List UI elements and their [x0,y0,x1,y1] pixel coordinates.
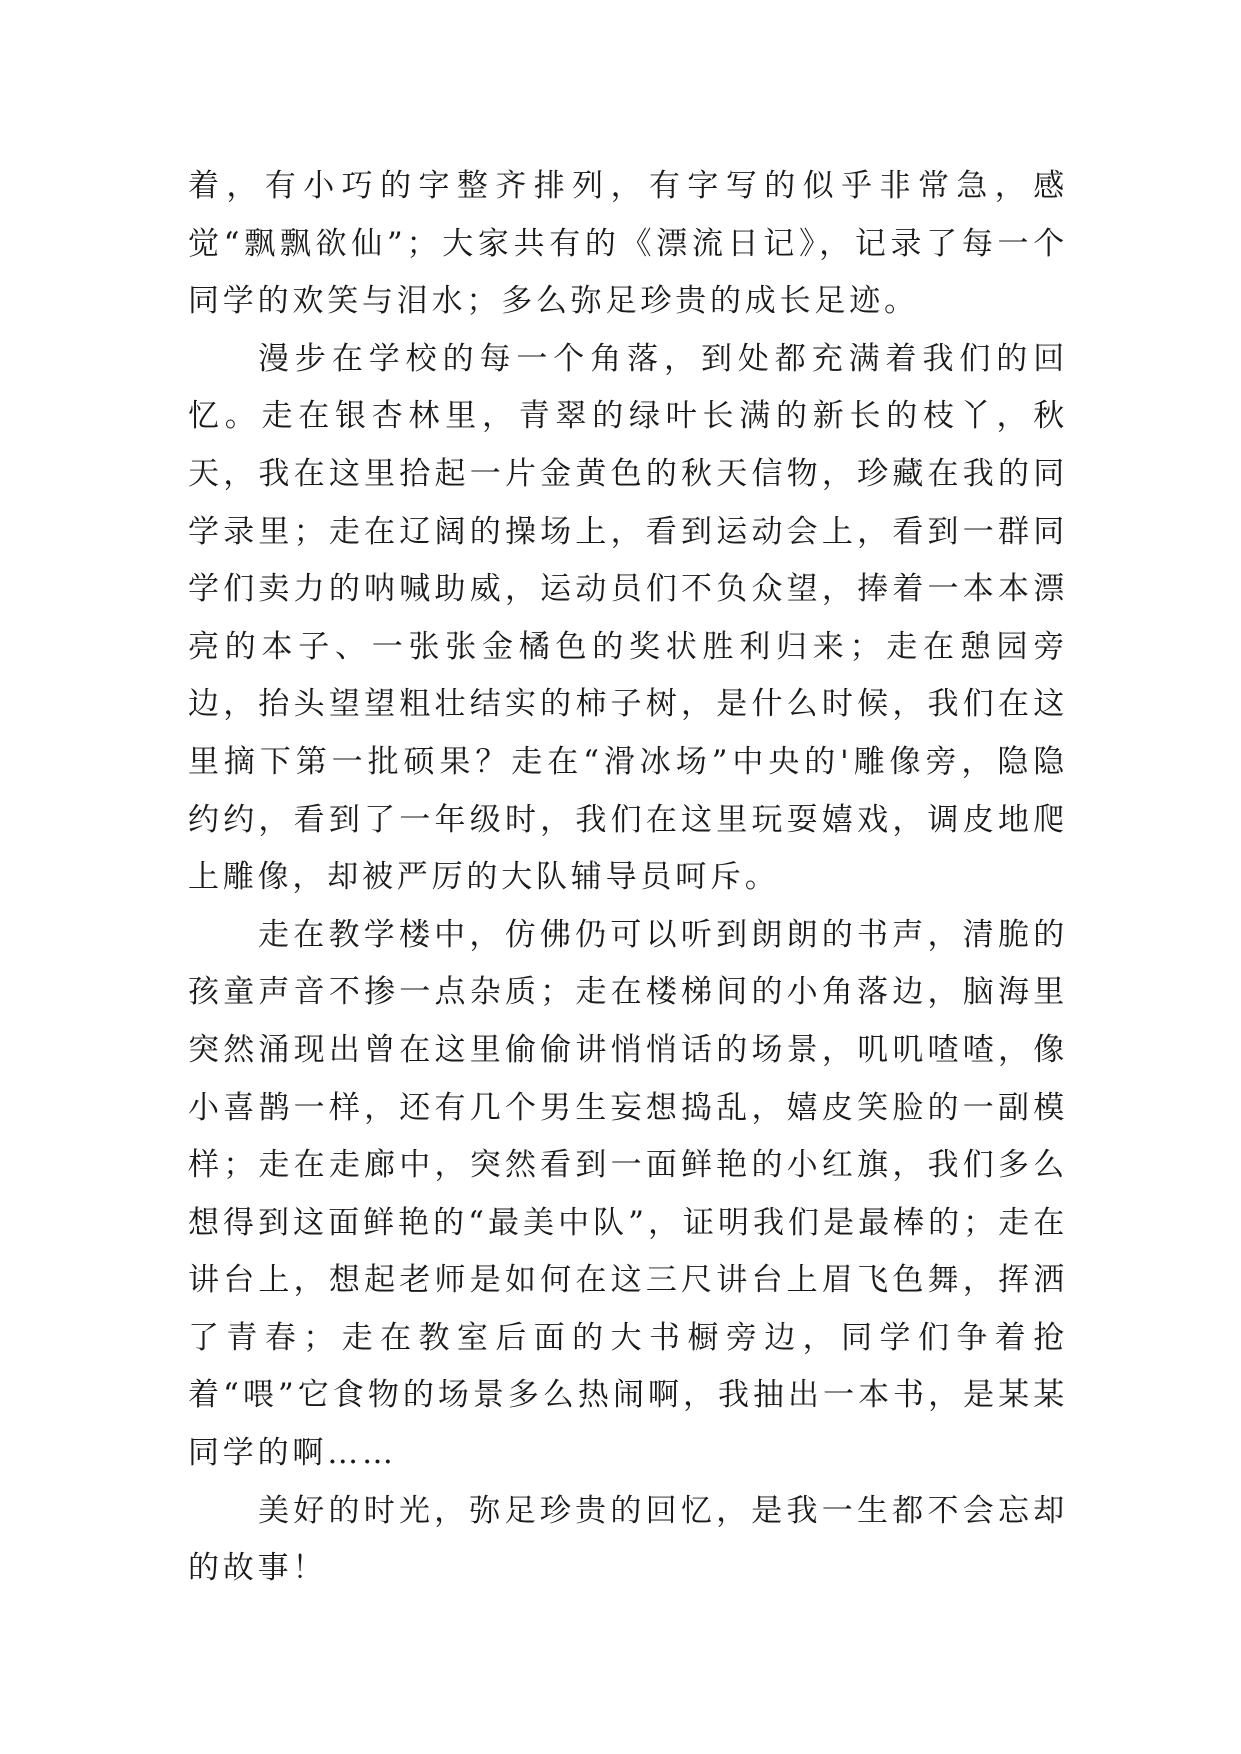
paragraph-1: 着，有小巧的字整齐排列，有字写的似乎非常急，感觉“飘飘欲仙”；大家共有的《漂流日记》，记录了每一个同学的欢笑与泪水；多么弥足珍贵的成长足迹。 [188,168,1068,320]
paragraph-2: 漫步在学校的每一个角落，到处都充满着我们的回忆。走在银杏林里，青翠的绿叶长满的新长的枝丫，秋天，我在这里拾起一片金黄色的秋天信物，珍藏在我的同学录里；走在辽阔的操场上，看到运动会上，看到一群同学们卖力的呐喊助威，运动员们不负众望，捧着一本本漂亮的本子、一张张金橘色的奖状胜利归来；走在憩园旁边，抬头望望粗壮结实的柿子树，是什么时候，我们在这里摘下第一批硕果？走在“滑冰场”中央的'雕像旁，隐隐约约，看到了一年级时，我们在这里玩耍嬉戏，调皮地爬上雕像，却被严厉的大队辅导员呵斥。 [188,340,1068,896]
paragraph-3: 走在教学楼中，仿佛仍可以听到朗朗的书声，清脆的孩童声音不掺一点杂质；走在楼梯间的小角落边，脑海里突然涌现出曾在这里偷偷讲悄悄话的场景，叽叽喳喳，像小喜鹊一样，还有几个男生妄想捣乱，嬉皮笑脸的一副模样；走在走廊中，突然看到一面鲜艳的小红旗，我们多么想得到这面鲜艳的“最美中队”，证明我们是最棒的；走在讲台上，想起老师是如何在这三尺讲台上眉飞色舞，挥洒了青春；走在教室后面的大书橱旁边，同学们争着抢着“喂”它食物的场景多么热闹啊，我抽出一本书，是某某同学的啊…… [188,916,1068,1472]
paragraph-4: 美好的时光，弥足珍贵的回忆，是我一生都不会忘却的故事！ [188,1492,1068,1587]
essay-body [188,158,1068,1598]
